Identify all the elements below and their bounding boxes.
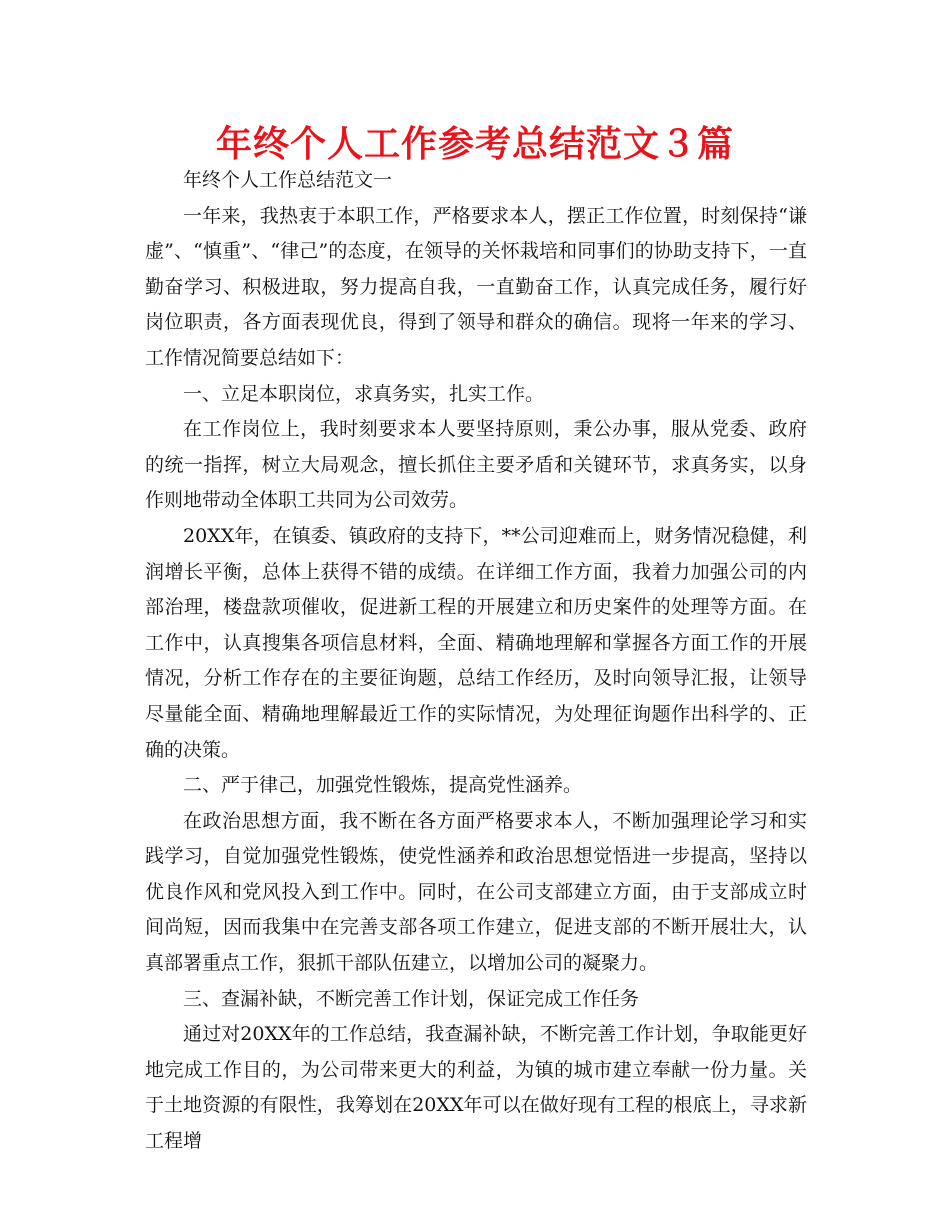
document-body [145,163,807,1160]
paragraph: 一年来，我热衷于本职工作，严格要求本人，摆正工作位置，时刻保持“谦虚”、“慎重”、“律己”的态度，在领导的关怀栽培和同事们的协助支持下，一直勤奋学习、积极进取，努力提高自我，一直勤奋工作，认真完成任务，履行好岗位职责，各方面表现优良，得到了领导和群众的确信。现将一年来的学习、工作情况简要总结如下： [145,204,807,369]
subheading: 二、严于律己，加强党性锻炼，提高党性涵养。 [183,774,583,797]
paragraph: 通过对20XX年的工作总结，我查漏补缺，不断完善工作计划，争取能更好地完成工作目的，为公司带来更大的利益，为镇的城市建立奉献一份力量。关于土地资源的有限性，我筹划在20XX年可以在做好现有工程的根底上，寻求新工程增 [145,1023,807,1153]
paragraph: 20XX年，在镇委、镇政府的支持下，**公司迎难而上，财务情况稳健，利润增长平衡，总体上获得不错的成绩。在详细工作方面，我着力加强公司的内部治理，楼盘款项催收，促进新工程的开展建立和历史案件的处理等方面。在工作中，认真搜集各项信息材料，全面、精确地理解和掌握各方面工作的开展情况，分析工作存在的主要征询题，总结工作经历，及时向领导汇报，让领导尽量能全面、精确地理解最近工作的实际情况，为处理征询题作出科学的、正确的决策。 [145,524,807,761]
paragraph: 在政治思想方面，我不断在各方面严格要求本人，不断加强理论学习和实践学习，自觉加强党性锻炼，使党性涵养和政治思想觉悟进一步提高，坚持以优良作风和党风投入到工作中。同时，在公司支部建立方面，由于支部成立时间尚短，因而我集中在完善支部各项工作建立，促进支部的不断开展壮大，认真部署重点工作，狠抓干部队伍建立，以增加公司的凝聚力。 [145,809,807,975]
subheading: 三、查漏补缺，不断完善工作计划，保证完成工作任务 [183,987,640,1010]
document-title: 年终个人工作参考总结范文３篇 [215,124,734,165]
subheading: 一、立足本职岗位，求真务实，扎实工作。 [183,382,545,405]
paragraph: 在工作岗位上，我时刻要求本人要坚持原则，秉公办事，服从党委、政府的统一指挥，树立大局观念，擅长抓住主要矛盾和关键环节，求真务实，以身作则地带动全体职工共同为公司效劳。 [145,418,807,512]
section-heading: 年终个人工作总结范文一 [183,169,393,191]
